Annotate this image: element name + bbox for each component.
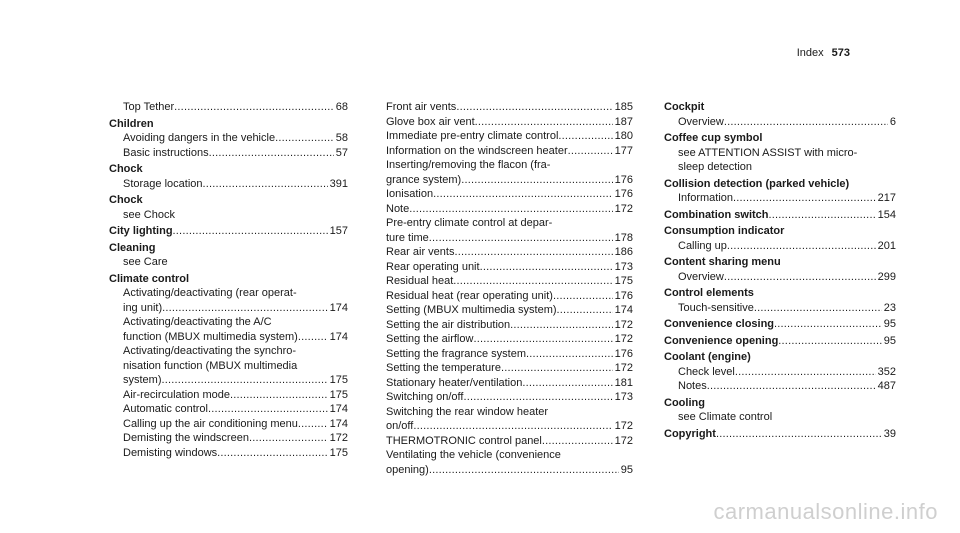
entry-label: Note (386, 202, 410, 215)
page-ref: 95 (620, 463, 633, 476)
index-entry (109, 402, 348, 417)
index-entry (386, 173, 633, 188)
entry-label: Automatic control (123, 403, 208, 415)
index-subentry-text: Pre-entry climate control at depar- (386, 217, 553, 229)
dot-leader (707, 379, 876, 394)
page-ref: 180 (614, 130, 633, 142)
dot-leader (774, 317, 882, 332)
page-ref: 174 (329, 301, 348, 314)
index-entry (109, 146, 348, 161)
page-ref: 157 (329, 225, 348, 237)
dot-leader (526, 347, 613, 362)
dot-leader (230, 388, 328, 403)
index-subentry-text: Activating/deactivating the synchro- (123, 345, 297, 357)
dot-leader (542, 434, 613, 449)
dot-leader (501, 361, 613, 376)
entry-label: Avoiding dangers in the vehicle (123, 132, 276, 144)
index-entry (664, 191, 896, 206)
entry-label: Calling up the air conditioning menu (123, 417, 298, 430)
index-entry (386, 463, 633, 478)
dot-leader (480, 260, 613, 275)
dot-leader (456, 100, 612, 115)
dot-leader (162, 301, 328, 316)
entry-label: Combination switch (664, 208, 769, 221)
index-entry (109, 330, 348, 345)
page-number: 573 (831, 47, 850, 59)
dot-leader (553, 289, 613, 304)
index-entry (386, 231, 633, 246)
index-column-2 (386, 100, 633, 477)
index-entry (109, 446, 348, 461)
index-subentry-text: Activating/deactivating (rear operat- (123, 287, 297, 299)
dot-leader (433, 187, 613, 202)
page-ref: 176 (614, 188, 633, 200)
page-ref: 154 (877, 208, 896, 221)
entry-label: Notes (678, 380, 707, 392)
page-ref: 176 (614, 347, 633, 360)
dot-leader (727, 239, 876, 254)
index-entry (386, 419, 633, 434)
index-heading: Cockpit (664, 101, 705, 113)
page-ref: 487 (877, 380, 896, 392)
dot-leader (209, 146, 334, 161)
entry-label: Convenience opening (664, 334, 779, 347)
dot-leader (733, 191, 876, 206)
page-ref: 39 (883, 427, 896, 440)
dot-leader (208, 402, 328, 417)
page-ref: 172 (614, 318, 633, 331)
entry-label: grance system) (386, 173, 462, 186)
entry-label: Rear air vents (386, 246, 455, 258)
entry-label: Immediate pre-entry climate control (386, 130, 559, 142)
page-ref: 58 (335, 132, 348, 144)
dot-leader (510, 318, 613, 333)
index-entry (664, 115, 896, 130)
page-ref: 172 (329, 432, 348, 444)
entry-label: Demisting the windscreen (123, 432, 249, 444)
dot-leader (298, 330, 328, 345)
index-subentry-text: Inserting/removing the flacon (fra- (386, 159, 551, 171)
index-subentry-text: see Care (123, 256, 168, 268)
page-ref: 217 (877, 192, 896, 204)
index-entry (664, 379, 896, 394)
entry-label: on/off (386, 420, 414, 432)
entry-label: Residual heat (rear operating unit) (386, 289, 553, 302)
dot-leader (298, 417, 328, 432)
page-ref: 174 (329, 417, 348, 430)
page-ref: 186 (614, 246, 633, 258)
index-heading: Coffee cup symbol (664, 132, 763, 144)
entry-label: Setting the airflow (386, 333, 474, 345)
dot-leader (275, 131, 334, 146)
index-heading: Chock (109, 194, 143, 206)
index-entry (664, 208, 896, 223)
index-heading: Coolant (engine) (664, 351, 751, 363)
entry-label: Setting the fragrance system (386, 347, 527, 360)
index-entry (386, 100, 633, 115)
page-ref: 6 (889, 115, 896, 128)
entry-label: opening) (386, 463, 429, 476)
page-ref: 178 (614, 231, 633, 244)
page-ref: 173 (614, 391, 633, 403)
page-ref: 173 (614, 260, 633, 273)
page-ref: 175 (329, 374, 348, 386)
index-column-3 (664, 100, 896, 441)
index-subentry-text: sleep detection (678, 161, 752, 173)
dot-leader (174, 100, 334, 115)
dot-leader (454, 245, 612, 260)
entry-label: Calling up (678, 239, 727, 252)
entry-label: Copyright (664, 427, 716, 440)
dot-leader (716, 427, 882, 442)
entry-label: Top Tether (123, 101, 175, 113)
dot-leader (453, 274, 612, 289)
index-entry (386, 361, 633, 376)
index-entry (109, 301, 348, 316)
dot-leader (473, 332, 612, 347)
index-entry (386, 376, 633, 391)
entry-label: Residual heat (386, 275, 454, 287)
page-ref: 352 (877, 365, 896, 378)
dot-leader (173, 224, 328, 239)
dot-leader (409, 202, 612, 217)
entry-label: Check level (678, 365, 735, 378)
page-header (797, 47, 850, 59)
entry-label: Demisting windows (123, 446, 218, 459)
index-entry (386, 303, 633, 318)
index-entry (664, 270, 896, 285)
page-ref: 172 (614, 202, 633, 215)
index-entry (664, 365, 896, 380)
dot-leader (724, 115, 888, 130)
index-entry (109, 373, 348, 388)
index-entry (664, 301, 896, 316)
page-ref: 172 (614, 362, 633, 374)
entry-label: function (MBUX multimedia system) (123, 330, 298, 343)
index-entry (109, 177, 348, 192)
entry-label: Storage location (123, 177, 203, 190)
dot-leader (429, 463, 619, 478)
page-ref: 176 (614, 173, 633, 186)
index-entry (386, 202, 633, 217)
page-ref: 175 (329, 446, 348, 459)
page-ref: 95 (883, 334, 896, 347)
entry-label: Glove box air vent (386, 115, 475, 128)
entry-label: Touch-sensitive (678, 301, 754, 314)
index-heading: Control elements (664, 287, 754, 299)
entry-label: Information (678, 192, 734, 204)
entry-label: Convenience closing (664, 318, 775, 330)
page-ref: 187 (614, 115, 633, 128)
entry-label: Setting the temperature (386, 362, 501, 374)
index-subentry-text: Activating/deactivating the A/C (123, 316, 272, 328)
header-title: Index (796, 47, 824, 59)
dot-leader (475, 115, 613, 130)
entry-label: City lighting (109, 225, 173, 237)
index-heading: Children (109, 117, 154, 130)
dot-leader (249, 431, 328, 446)
index-entry (109, 431, 348, 446)
index-heading: Climate control (109, 272, 190, 285)
index-heading: Cooling (664, 396, 705, 409)
watermark: carmanualsonline.info (713, 499, 938, 524)
entry-label: ture time (386, 231, 429, 244)
entry-label: Overview (678, 115, 724, 128)
index-subentry-text: Ventilating the vehicle (convenience (386, 449, 561, 461)
entry-label: Ionisation (386, 188, 434, 200)
index-entry (109, 131, 348, 146)
index-entry (386, 332, 633, 347)
dot-leader (558, 129, 612, 144)
index-entry (386, 289, 633, 304)
dot-leader (754, 301, 882, 316)
entry-label: Switching on/off (386, 391, 464, 403)
index-heading: Consumption indicator (664, 225, 785, 237)
index-entry (109, 224, 348, 239)
page-ref: 174 (614, 304, 633, 316)
index-subentry-text: see Climate control (678, 411, 773, 423)
page-ref: 23 (883, 301, 896, 314)
index-entry (386, 434, 633, 449)
page-ref: 172 (614, 420, 633, 432)
entry-label: Basic instructions (123, 146, 209, 159)
page-ref: 176 (614, 289, 633, 302)
entry-label: ing unit) (123, 301, 163, 314)
page-ref: 299 (877, 270, 896, 283)
index-subentry-text: see ATTENTION ASSIST with micro- (678, 146, 858, 159)
index-heading: Collision detection (parked vehicle) (664, 177, 850, 190)
index-entry (386, 318, 633, 333)
page-ref: 391 (329, 177, 348, 190)
index-entry (109, 388, 348, 403)
index-entry (109, 417, 348, 432)
dot-leader (724, 270, 876, 285)
entry-label: system) (123, 374, 162, 386)
dot-leader (162, 373, 328, 388)
entry-label: THERMOTRONIC control panel (386, 434, 542, 447)
entry-label: Front air vents (386, 101, 457, 113)
entry-label: Setting the air distribution (386, 318, 511, 331)
index-entry (664, 317, 896, 332)
dot-leader (522, 376, 612, 391)
dot-leader (429, 231, 613, 246)
index-heading: Cleaning (109, 241, 156, 254)
index-heading: Content sharing menu (664, 256, 781, 268)
page-ref: 68 (335, 101, 348, 113)
page-ref: 95 (883, 318, 896, 330)
index-entry (386, 144, 633, 159)
index-heading: Chock (109, 163, 143, 175)
dot-leader (778, 334, 881, 349)
index-entry (386, 260, 633, 275)
dot-leader (568, 144, 613, 159)
page-ref: 201 (877, 239, 896, 252)
entry-label: Overview (678, 270, 724, 283)
index-entry (386, 245, 633, 260)
dot-leader (463, 390, 612, 405)
page-ref: 57 (335, 146, 348, 159)
index-entry (386, 347, 633, 362)
index-entry (386, 390, 633, 405)
index-column-1 (109, 100, 348, 460)
entry-label: Information on the windscreen heater (386, 144, 568, 157)
entry-label: Stationary heater/ventilation (386, 376, 523, 389)
dot-leader (413, 419, 612, 434)
index-subentry-text: nisation function (MBUX multimedia (123, 359, 298, 372)
index-entry (386, 274, 633, 289)
index-entry (386, 187, 633, 202)
page-ref: 172 (614, 333, 633, 345)
page-ref: 181 (614, 376, 633, 389)
index-entry (109, 100, 348, 115)
dot-leader (203, 177, 328, 192)
page-ref: 172 (614, 434, 633, 447)
index-entry (386, 115, 633, 130)
entry-label: Setting (MBUX multimedia system) (386, 304, 557, 316)
entry-label: Air-recirculation mode (123, 388, 230, 401)
page-ref: 177 (614, 144, 633, 157)
index-subentry-text: Switching the rear window heater (386, 405, 549, 418)
index-entry (664, 239, 896, 254)
entry-label: Rear operating unit (386, 260, 480, 273)
dot-leader (217, 446, 327, 461)
index-subentry-text: see Chock (123, 208, 175, 221)
dot-leader (557, 303, 613, 318)
page-ref: 175 (614, 275, 633, 287)
page-ref: 174 (329, 403, 348, 415)
index-entry (664, 427, 896, 442)
dot-leader (735, 365, 876, 380)
page-ref: 175 (329, 388, 348, 401)
page-ref: 185 (614, 101, 633, 113)
dot-leader (461, 173, 612, 188)
index-entry (664, 334, 896, 349)
dot-leader (769, 208, 876, 223)
index-entry (386, 129, 633, 144)
page-ref: 174 (329, 330, 348, 343)
